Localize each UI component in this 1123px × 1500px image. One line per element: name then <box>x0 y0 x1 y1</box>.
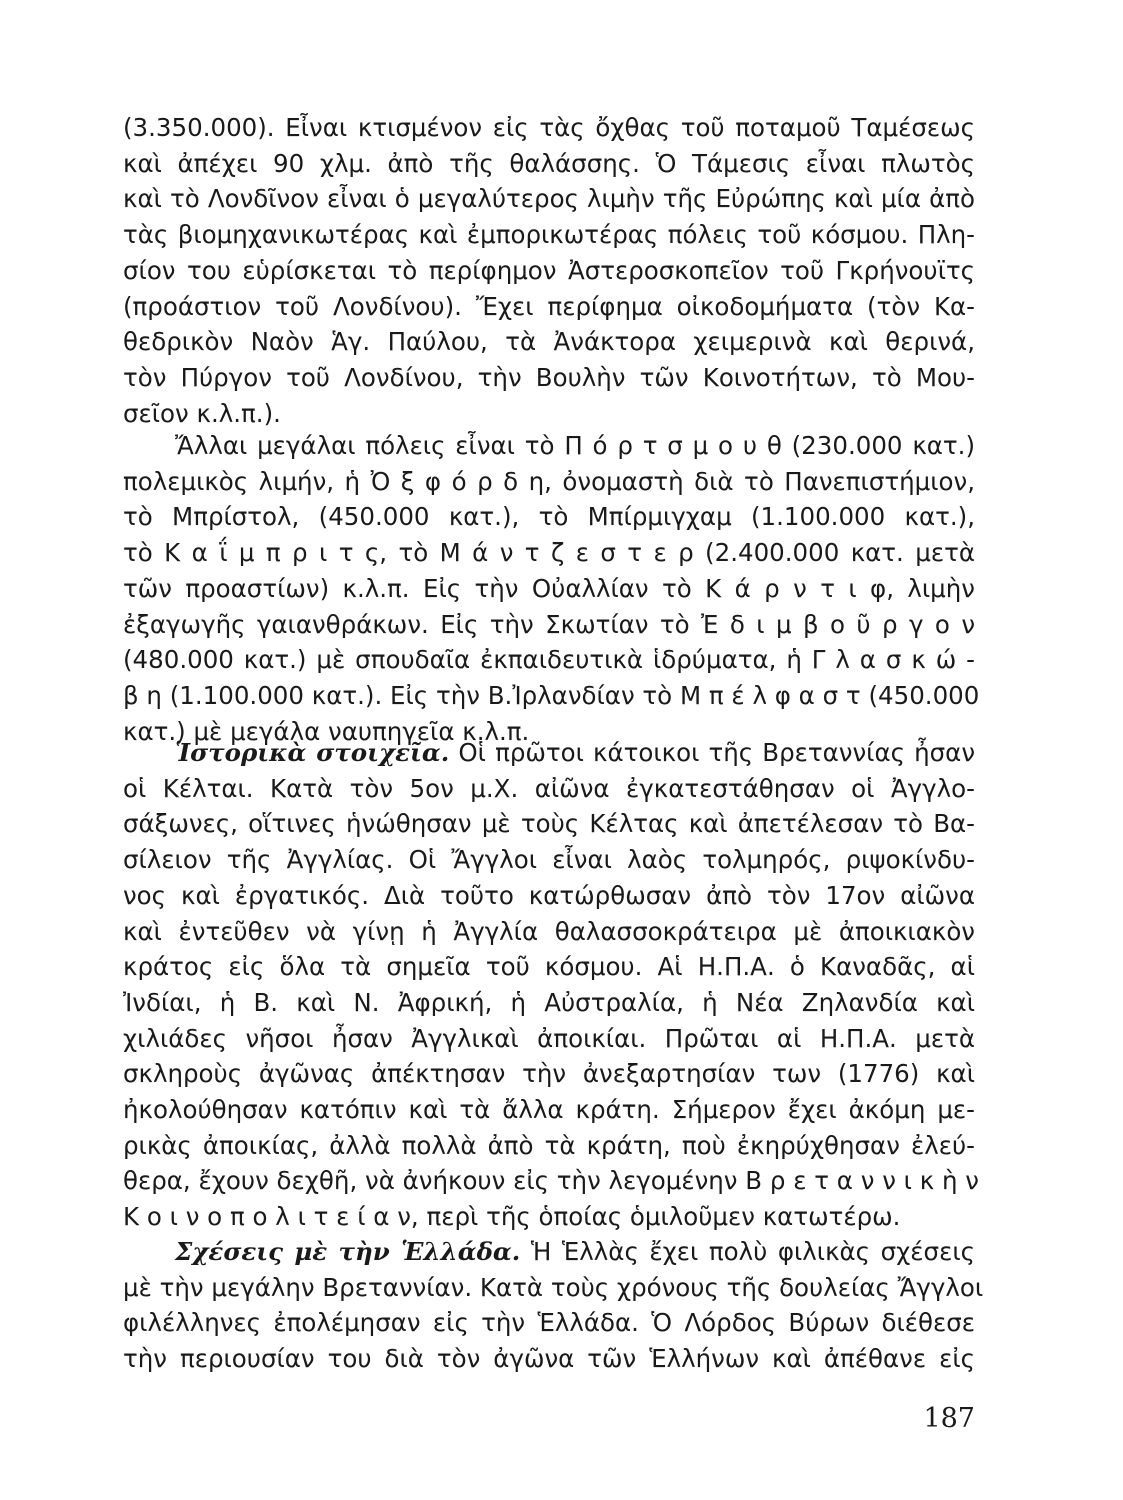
text-line: τῶν προαστίων) κ.λ.π. Εἰς τὴν Οὐαλλίαν τὸ Κ ά ρ ν τ ι φ, λιμὴν <box>123 573 975 603</box>
paragraph-historical-facts <box>123 735 979 1235</box>
text-line <box>123 735 975 771</box>
text-line: πολεμικὸς λιμήν, ἡ Ὀ ξ φ ό ρ δ η, ὀνομαστὴ διὰ τὸ Πανεπιστήμιον, <box>123 466 975 496</box>
text-line: Ἰνδίαι, ἡ Β. καὶ Ν. Ἀφρική, ἡ Αὐστραλία, ἡ Νέα Ζηλανδία καὶ <box>123 987 975 1017</box>
text-line: ἐξαγωγῆς γαιανθράκων. Εἰς τὴν Σκωτίαν τὸ Ἐ δ ι μ β ο ῦ ρ γ ο ν <box>123 609 975 639</box>
text-line: (προάστιον τοῦ Λονδίνου). Ἔχει περίφημα οἰκοδομήματα (τὸν Κα- <box>123 291 975 321</box>
text-line: β η (1.100.000 κατ.). Εἰς τὴν Β.Ἰρλανδίαν τὸ Μ π έ λ φ α σ τ (450.000 <box>123 680 980 710</box>
text-line: σίλειον τῆς Ἀγγλίας. Οἱ Ἄγγλοι εἶναι λαὸς τολμηρός, ριψοκίνδυ- <box>123 845 975 875</box>
text-line: σεῖον κ.λ.π.). <box>123 398 281 428</box>
text-line: ἠκολούθησαν κατόπιν καὶ τὰ ἄλλα κράτη. Σήμερον ἔχει ἀκόμη με- <box>123 1095 975 1125</box>
text-line: μὲ τὴν μεγάλην Βρεταννίαν. Κατὰ τοὺς χρόνους τῆς δουλείας Ἄγγλοι <box>123 1272 984 1302</box>
text-line: τὸ Κ α ΐ μ π ρ ι τ ς, τὸ Μ ά ν τ ζ ε σ τ ε ρ (2.400.000 κατ. μετὰ <box>123 538 975 568</box>
paragraph-london-description <box>123 110 975 431</box>
text-line: τὴν περιουσίαν του διὰ τὸν ἀγῶνα τῶν Ἑλλήνων καὶ ἀπέθανε εἰς <box>123 1344 975 1374</box>
section-heading-relations: Σχέσεις μὲ τὴν Ἑλλάδα. <box>175 1237 521 1266</box>
page-number: 187 <box>923 1403 975 1434</box>
text-line: κράτος εἰς ὅλα τὰ σημεῖα τοῦ κόσμου. Αἱ Η.Π.Α. ὁ Καναδᾶς, αἱ <box>123 952 975 982</box>
text-line: φιλέλληνες ἐπολέμησαν εἰς τὴν Ἑλλάδα. Ὁ Λόρδος Βύρων διέθεσε <box>123 1308 975 1338</box>
text-line: θερα, ἔχουν δεχθῆ, νὰ ἀνήκουν εἰς τὴν λεγομένην Β ρ ε τ α ν ν ι κ ὴ ν <box>123 1166 979 1196</box>
text-line: (480.000 κατ.) μὲ σπουδαῖα ἐκπαιδευτικὰ ἱδρύματα, ἡ Γ λ α σ κ ώ - <box>123 645 975 675</box>
text-line: καὶ ἀπέχει 90 χλμ. ἀπὸ τῆς θαλάσσης. Ὁ Τάμεσις εἶναι πλωτὸς <box>123 148 975 178</box>
paragraph-other-cities <box>123 428 980 749</box>
text-line-rest: Ἡ Ἑλλὰς ἔχει πολὺ φιλικὰς σχέσεις <box>520 1237 975 1266</box>
text-line: τὸ Μπρίστολ, (450.000 κατ.), τὸ Μπίρμιγχαμ (1.100.000 κατ.), <box>123 502 975 532</box>
paragraph-relations-with-greece <box>123 1234 984 1377</box>
text-line: οἱ Κέλται. Κατὰ τὸν 5ον μ.Χ. αἰῶνα ἐγκατεστάθησαν οἱ Ἀγγλο- <box>123 773 975 803</box>
text-line: σκληροὺς ἀγῶνας ἀπέκτησαν τὴν ἀνεξαρτησίαν των (1776) καὶ <box>123 1059 975 1089</box>
text-line: καὶ τὸ Λονδῖνον εἶναι ὁ μεγαλύτερος λιμὴν τῆς Εὐρώπης καὶ μία ἀπὸ <box>123 184 975 214</box>
text-line: νος καὶ ἐργατικός. Διὰ τοῦτο κατώρθωσαν ἀπὸ τὸν 17ον αἰῶνα <box>123 880 975 910</box>
text-line: τὸν Πύργον τοῦ Λονδίνου, τὴν Βουλὴν τῶν Κοινοτήτων, τὸ Μου- <box>123 362 975 392</box>
text-line: τὰς βιομηχανικωτέρας καὶ ἐμπορικωτέρας πόλεις τοῦ κόσμου. Πλη- <box>123 220 975 250</box>
text-line: σάξωνες, οἵτινες ἡνώθησαν μὲ τοὺς Κέλτας καὶ ἀπετέλεσαν τὸ Βα- <box>123 809 975 839</box>
text-line: Κ ο ι ν ο π ο λ ι τ ε ί α ν, περὶ τῆς ὁποίας ὁμιλοῦμεν κατωτέρω. <box>123 1202 901 1232</box>
text-line: καὶ ἐντεῦθεν νὰ γίνῃ ἡ Ἀγγλία θαλασσοκράτειρα μὲ ἀποικιακὸν <box>123 916 975 946</box>
text-line: σίον του εὑρίσκεται τὸ περίφημον Ἀστεροσκοπεῖον τοῦ Γκρήνουϊτς <box>123 255 975 285</box>
section-heading-historical: Ἱστορικὰ στοιχεῖα. <box>175 738 450 767</box>
text-line: χιλιάδες νῆσοι ἦσαν Ἀγγλικαὶ ἀποικίαι. Πρῶται αἱ Η.Π.Α. μετὰ <box>123 1023 975 1053</box>
text-line <box>123 1234 975 1270</box>
text-line: Ἄλλαι μεγάλαι πόλεις εἶναι τὸ Π ό ρ τ σ μ ο υ θ (230.000 κατ.) <box>175 431 975 460</box>
text-line: ρικὰς ἀποικίας, ἀλλὰ πολλὰ ἀπὸ τὰ κράτη, ποὺ ἐκηρύχθησαν ἐλεύ- <box>123 1130 975 1160</box>
text-line: θεδρικὸν Ναὸν Ἁγ. Παύλου, τὰ Ἀνάκτορα χειμερινὰ καὶ θερινά, <box>123 327 975 357</box>
text-line: κατ.) μὲ μεγάλα ναυπηγεῖα κ.λ.π. <box>123 716 530 746</box>
text-line-rest: Οἱ πρῶτοι κάτοικοι τῆς Βρεταννίας ἦσαν <box>449 738 976 767</box>
text-line: (3.350.000). Εἶναι κτισμένον εἰς τὰς ὄχθας τοῦ ποταμοῦ Ταμέσεως <box>123 113 975 142</box>
